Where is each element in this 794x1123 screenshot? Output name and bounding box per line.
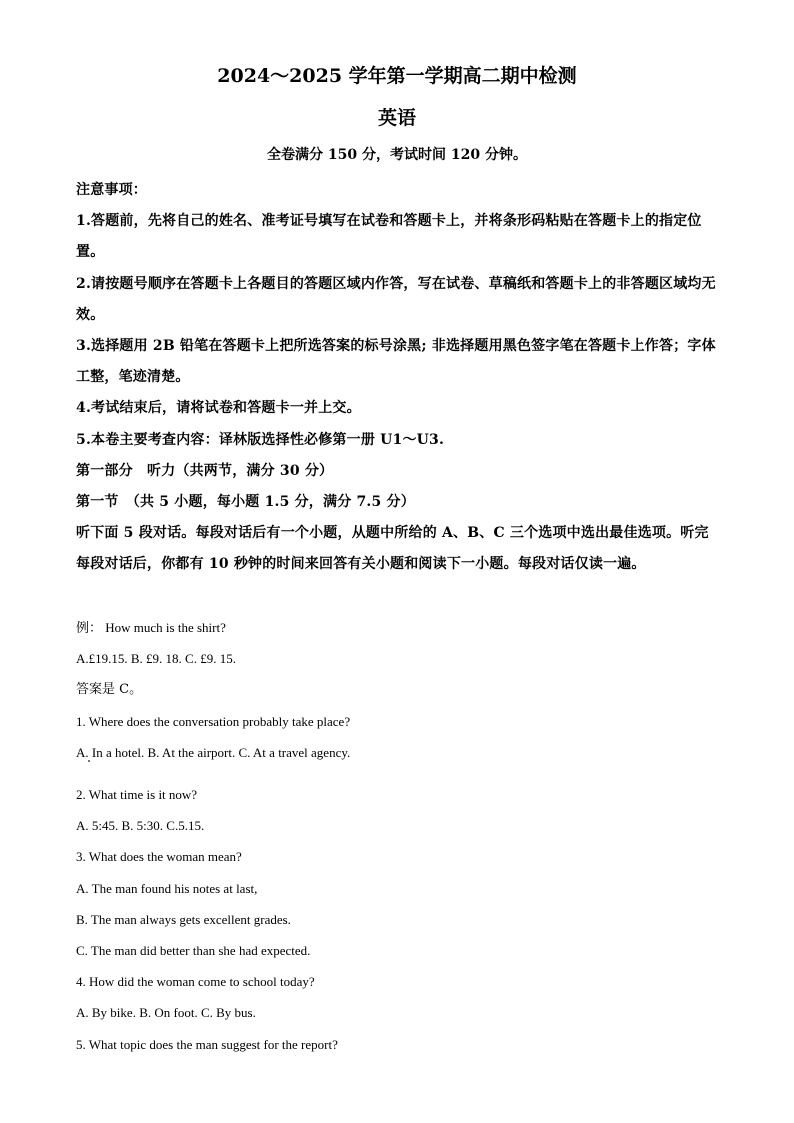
exam-title: 2024～2025 学年第一学期高二期中检测 [217,65,577,87]
notice-heading: 注意事项： [76,182,147,198]
notice-item-3: 3.选择题用 2B 铅笔在答题卡上把所选答案的标号涂黑; 非选择题用黑色签字笔在答题卡上作答；字体工整，笔迹清楚。 [76,338,716,386]
scan-speck [88,760,90,762]
question-4-options: A. By bike. B. On foot. C. By bus. [76,1005,256,1021]
example-options: A.£19.15. B. £9. 18. C. £9. 15. [76,651,236,667]
question-3-option-c: C. The man did better than she had expected. [76,943,311,959]
question-5: 5. What topic does the man suggest for the report? [76,1036,338,1052]
question-1-options: A. In a hotel. B. At the airport. C. At a travel agency. [76,744,351,760]
question-2-options: A. 5:45. B. 5:30. C.5.15. [76,818,205,834]
question-3-option-a: A. The man found his notes at last, [76,880,258,896]
listening-questions [76,612,720,1060]
section-one-heading: 第一节 （共 5 小题，每小题 1.5 分，满分 7.5 分） [76,494,415,511]
example-question: 例： How much is the shirt? [76,620,226,635]
notice-item-1: 1.答题前，先将自己的姓名、准考证号填写在试卷和答题卡上，并将条形码粘贴在答题卡上的指定位置。 [76,213,702,261]
part-one-heading: 第一部分 听力（共两节，满分 30 分） [76,462,334,479]
score-time-line: 全卷满分 150 分，考试时间 120 分钟。 [267,147,527,163]
notice-item-5: 5.本卷主要考查内容：译林版选择性必修第一册 U1～U3. [76,431,445,448]
question-4: 4. How did the woman come to school today? [76,974,315,990]
question-3: 3. What does the woman mean? [76,849,242,865]
notice-section [76,175,720,581]
question-3-option-b: B. The man always gets excellent grades. [76,911,291,927]
subject-heading: 英语 [377,107,416,129]
listening-instructions: 听下面 5 段对话。每段对话后有一个小题，从题中所给的 A、B、C 三个选项中选出最佳选项。听完每段对话后，你都有 10 秒钟的时间来回答有关小题和阅读下一小题。每段对话仅读一遍。 [76,525,709,573]
spacer [76,768,720,779]
question-2: 2. What time is it now? [76,787,198,803]
notice-item-2: 2.请按题号顺序在答题卡上各题目的答题区域内作答，写在试卷、草稿纸和答题卡上的非答题区域均无效。 [76,275,716,323]
example-answer: 答案是 C。 [76,682,143,698]
question-1: 1. Where does the conversation probably take place? [76,713,351,729]
notice-item-4: 4.考试结束后，请将试卷和答题卡一并上交。 [76,400,361,417]
